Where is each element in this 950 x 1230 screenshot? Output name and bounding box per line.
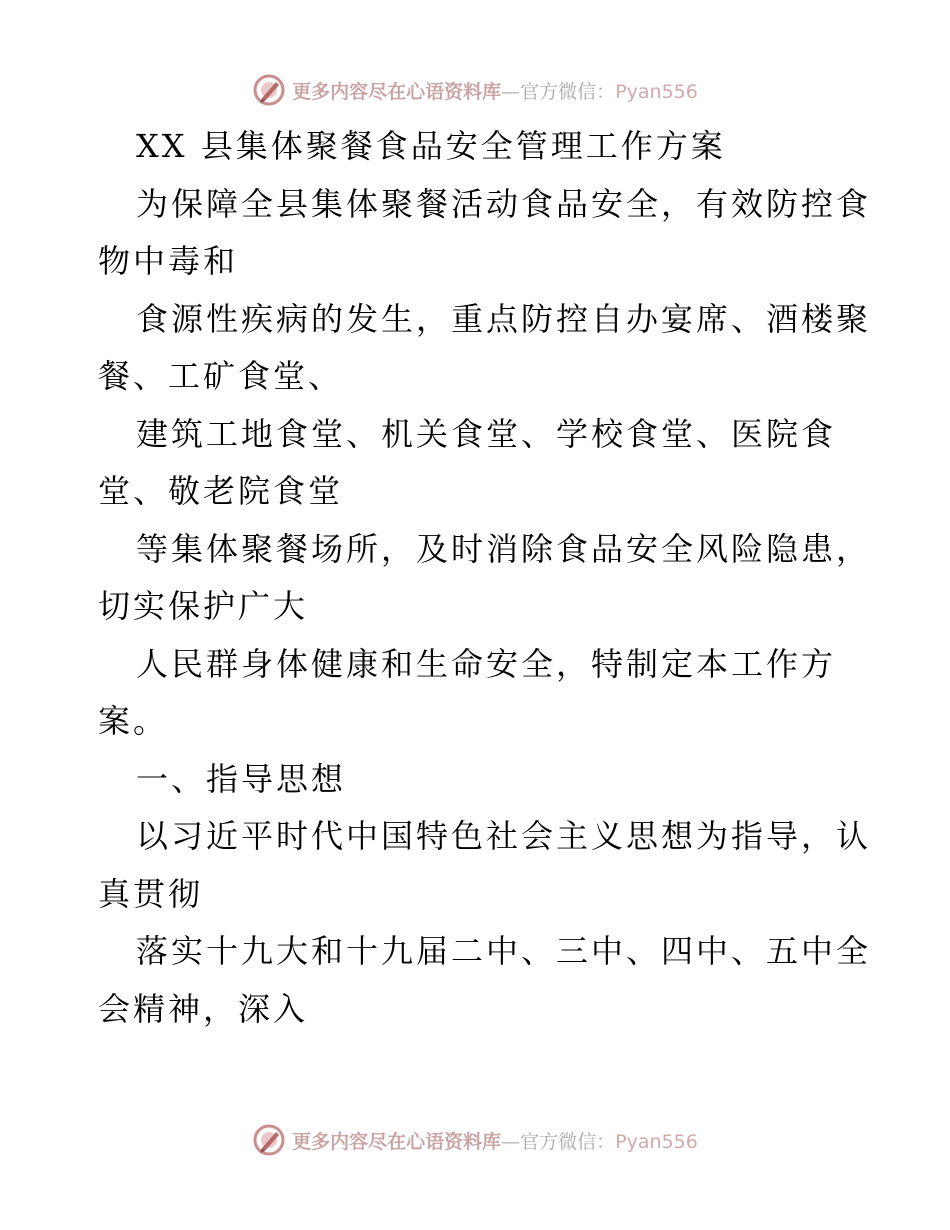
paragraph-line: 食源性疾病的发生，重点防控自办宴席、酒楼聚 [136, 299, 872, 338]
paragraph-line: 真贯彻 [98, 874, 204, 913]
header-wechat-id: Pyan556 [615, 80, 698, 103]
header-dash: — [501, 80, 521, 103]
paragraph-line: 落实十九大和十九届二中、三中、四中、五中全 [136, 932, 872, 970]
header-wechat-label: 官方微信： [520, 80, 616, 103]
section-heading: 一、指导思想 [136, 759, 347, 798]
paragraph-line: 等集体聚餐场所，及时消除食品安全风险隐患， [136, 529, 872, 568]
footer-dash: — [501, 1130, 521, 1153]
paragraph-line: 堂、敬老院食堂 [98, 472, 344, 510]
header-brand-text: 更多内容尽在心语资料库 [292, 80, 502, 103]
paragraph-line: 人民群身体健康和生命安全，特制定本工作方 [136, 644, 837, 683]
document-title: XX 县集体聚餐食品安全管理工作方案 [136, 127, 726, 165]
paragraph-line: 建筑工地食堂、机关食堂、学校食堂、医院食 [136, 414, 837, 453]
footer-wechat-label: 官方微信： [520, 1130, 616, 1153]
paragraph-line: 会精神，深入 [98, 989, 309, 1028]
footer-wechat-id: Pyan556 [615, 1130, 698, 1153]
header-banner-text [292, 77, 698, 104]
paragraph-line: 以习近平时代中国特色社会主义思想为指导，认 [136, 817, 872, 855]
footer-brand-text: 更多内容尽在心语资料库 [292, 1130, 502, 1153]
footer-banner-text [292, 1127, 698, 1154]
paragraph-line: 为保障全县集体聚餐活动食品安全，有效防控食 [136, 184, 872, 223]
footer-watermark-banner [0, 1120, 950, 1160]
paragraph-line: 餐、工矿食堂、 [98, 357, 344, 395]
paragraph-line: 案。 [98, 702, 169, 740]
paragraph-line: 切实保护广大 [98, 587, 309, 625]
pen-logo-icon [252, 73, 286, 107]
header-watermark-banner [0, 70, 950, 110]
document-body [98, 118, 872, 1038]
pen-logo-icon [252, 1123, 286, 1157]
paragraph-line: 物中毒和 [98, 242, 239, 280]
